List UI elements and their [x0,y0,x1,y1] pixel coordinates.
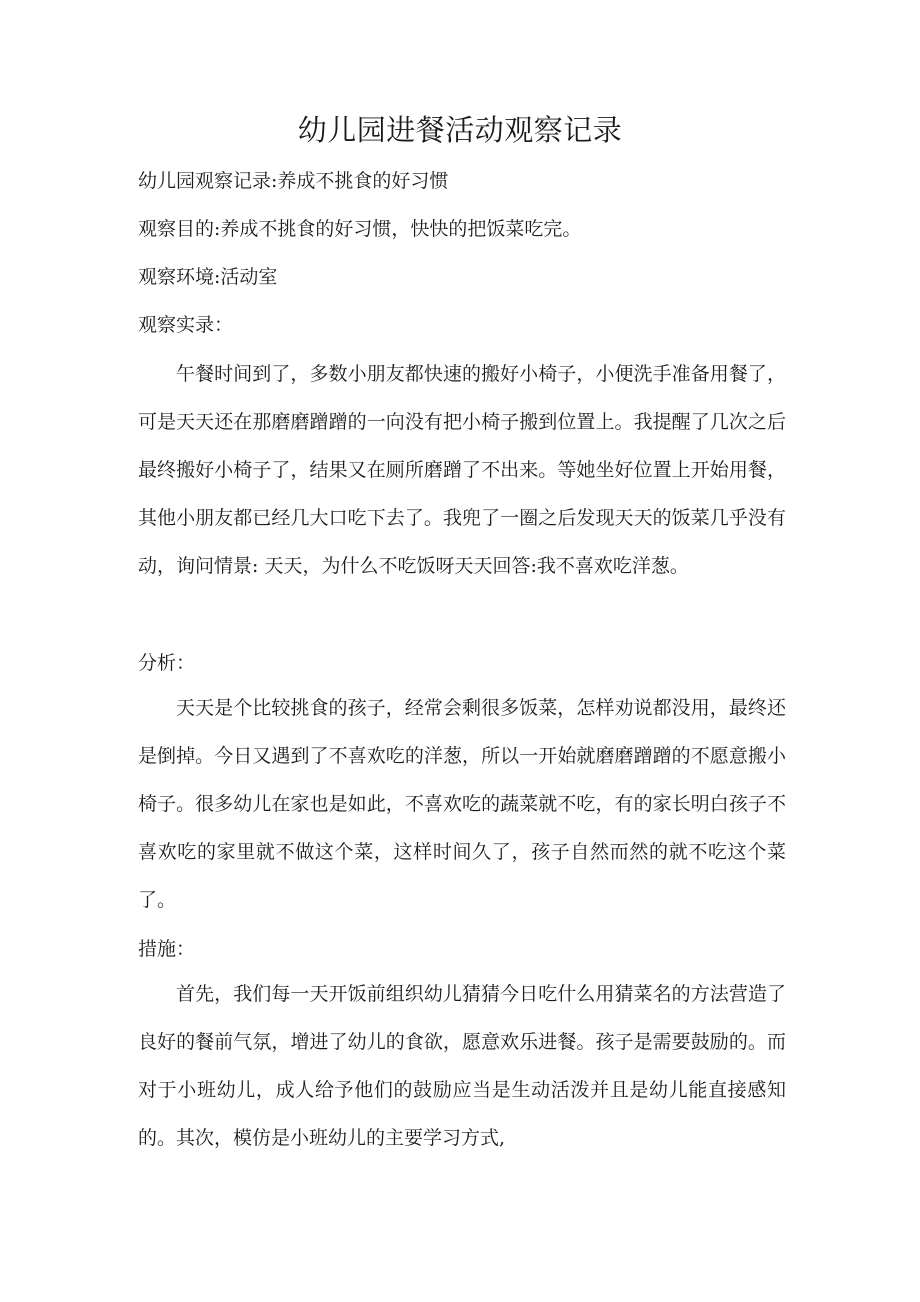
observation-environment: 观察环境:活动室 [138,266,278,288]
document-title: 幼儿园进餐活动观察记录 [297,113,623,147]
measures-paragraph: 首先，我们每一天开饭前组织幼儿猜猜今日吃什么用猜菜名的方法营造了良好的餐前气氛，增进了幼儿的食欲，愿意欢乐进餐。孩子是需要鼓励的。而对于小班幼儿，成人给予他们的鼓励应当是生动活泼并且是幼儿能直接感知的。其次，模仿是小班幼儿的主要学习方式, [138,983,786,1149]
analysis-paragraph: 天天是个比较挑食的孩子，经常会剩很多饭菜，怎样劝说都没用，最终还是倒掉。今日又遇到了不喜欢吃的洋葱，所以一开始就磨磨蹭蹭的不愿意搬小椅子。很多幼儿在家也是如此，不喜欢吃的蔬菜就不吃，有的家长明白孩子不喜欢吃的家里就不做这个菜，这样时间久了，孩子自然而然的就不吃这个菜了。 [138,697,786,911]
observation-topic: 幼儿园观察记录:养成不挑食的好习惯 [138,170,449,192]
measures-heading: 措施： [138,938,196,960]
record-heading: 观察实录： [138,314,234,336]
observation-purpose: 观察目的:养成不挑食的好习惯，快快的把饭菜吃完。 [138,218,582,240]
analysis-heading: 分析： [138,652,196,674]
record-paragraph: 午餐时间到了，多数小朋友都快速的搬好小椅子，小便洗手准备用餐了，可是天天还在那磨磨蹭蹭的一向没有把小椅子搬到位置上。我提醒了几次之后最终搬好小椅子了，结果又在厕所磨蹭了不出来。等她坐好位置上开始用餐，其他小朋友都已经几大口吃下去了。我兜了一圈之后发现天天的饭菜几乎没有动，询问情景: 天天，为什么不吃饭呀天天回答:我不喜欢吃洋葱。 [138,363,786,577]
